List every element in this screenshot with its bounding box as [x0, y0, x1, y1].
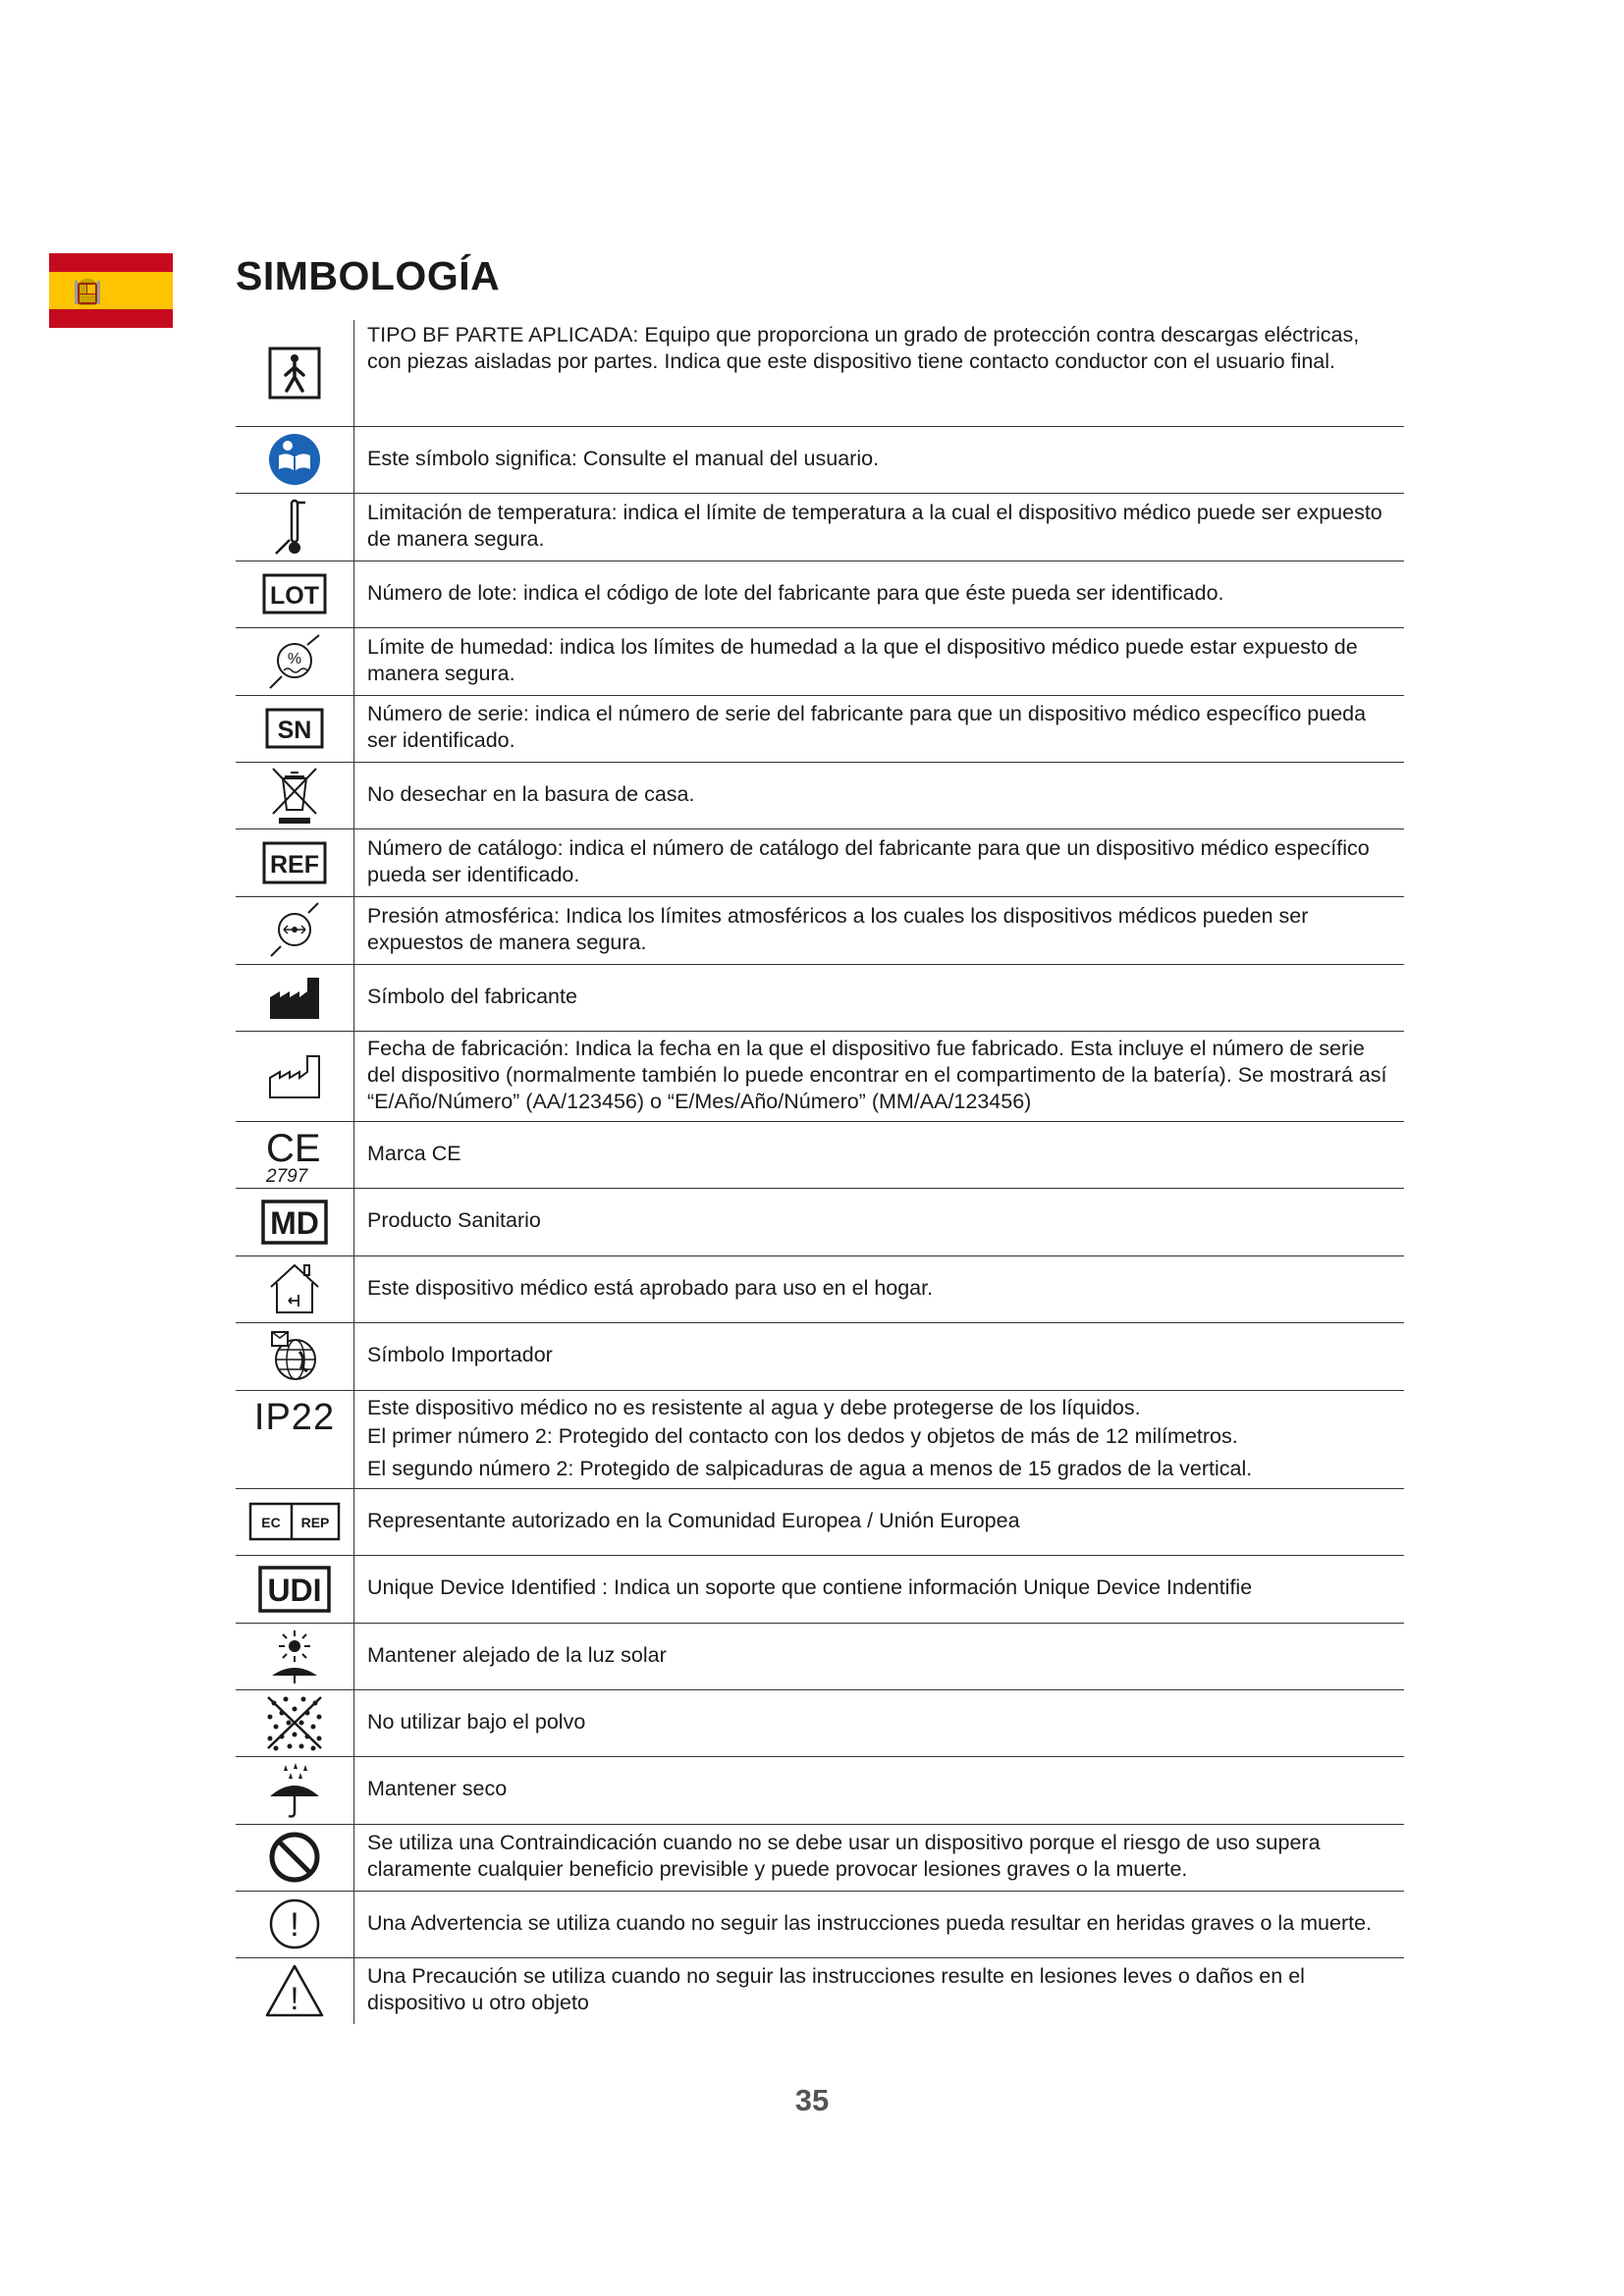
ce-mark-icon [262, 1124, 327, 1185]
page-title: SIMBOLOGÍA [236, 253, 501, 298]
description-line: Se utiliza una Contraindicación cuando no se debe usar un dispositivo porque el riesgo de uso supera claramente cualquier beneficio previsible y puede provocar lesiones graves o la muerte. [367, 1831, 1321, 1881]
contraindication-icon [267, 1830, 322, 1885]
description-line: Limitación de temperatura: indica el límite de temperatura a la cual el dispositivo médico puede ser expuesto de manera segura. [367, 500, 1382, 551]
svg-text:UDI: UDI [267, 1572, 322, 1608]
description-line: El primer número 2: Protegido del contacto con los dedos y objetos de más de 12 milímetros. [367, 1423, 1238, 1448]
symbol-row [236, 1031, 1404, 1121]
svg-text:REF: REF [270, 850, 319, 879]
ec-rep-icon [248, 1502, 341, 1541]
symbol-description [354, 561, 1405, 627]
symbol-description [354, 1824, 1405, 1891]
symbol-description [354, 426, 1405, 493]
symbol-cell [236, 1623, 354, 1689]
description-line: Producto Sanitario [367, 1208, 541, 1232]
symbol-cell [236, 1390, 354, 1488]
symbol-row [236, 762, 1404, 828]
keep-dry-icon [266, 1761, 323, 1820]
symbol-description [354, 964, 1405, 1031]
symbols-table [236, 320, 1404, 2024]
symbol-row [236, 1756, 1404, 1824]
symbol-row [236, 426, 1404, 493]
symbol-description [354, 1488, 1405, 1555]
description-line: Fecha de fabricación: Indica la fecha en la que el dispositivo fue fabricado. Esta incluye el número de serie del dispositivo (normalmente también lo puede encontrar en el compartimento de la batería). Se mostrará así “E/Año/Número” (AA/123456) o “E/Mes/Año/Número” (MM/AA/123456) [367, 1036, 1387, 1113]
lot-icon [262, 573, 327, 614]
description-line: TIPO BF PARTE APLICADA: Equipo que proporciona un grado de protección contra descargas eléctricas, con piezas aisladas por partes. Indica que este dispositivo tiene contacto conductor con el usuario final. [367, 323, 1360, 373]
symbol-row [236, 1121, 1404, 1188]
caution-triangle-icon [264, 1963, 325, 2018]
crossed-bin-icon [269, 765, 320, 826]
symbol-cell [236, 1689, 354, 1756]
symbol-description [354, 695, 1405, 762]
symbol-cell [236, 1121, 354, 1188]
symbol-row [236, 1322, 1404, 1390]
symbol-description [354, 1255, 1405, 1322]
symbol-row [236, 1255, 1404, 1322]
symbol-row [236, 1623, 1404, 1689]
ip-rating-icon: IP22 [253, 1396, 336, 1438]
symbol-row [236, 1689, 1404, 1756]
ref-icon [262, 841, 327, 884]
manufacture-date-icon [268, 1052, 321, 1099]
pressure-icon [265, 901, 324, 960]
svg-text:2797: 2797 [266, 1166, 308, 1185]
symbol-cell [236, 1488, 354, 1555]
description-line: Representante autorizado en la Comunidad Europea / Unión Europea [367, 1508, 1020, 1532]
svg-text:REP: REP [300, 1515, 330, 1530]
symbol-cell [236, 1188, 354, 1255]
symbol-description [354, 1957, 1405, 2024]
description-line: Límite de humedad: indica los límites de humedad a la que el dispositivo médico puede estar expuesto de manera segura. [367, 634, 1358, 685]
symbol-row [236, 320, 1404, 426]
description-line: Unique Device Identified : Indica un soporte que contiene información Unique Device Indentifie [367, 1575, 1253, 1599]
symbol-row [236, 828, 1404, 896]
symbol-cell [236, 1322, 354, 1390]
svg-text:LOT: LOT [270, 582, 319, 610]
symbol-description [354, 1756, 1405, 1824]
no-dust-icon [264, 1693, 325, 1752]
symbol-description [354, 828, 1405, 896]
spain-flag-icon [49, 253, 173, 328]
symbol-description [354, 1689, 1405, 1756]
description-line: Presión atmosférica: Indica los límites atmosféricos a los cuales los dispositivos médicos pueden ser expuestos de manera segura. [367, 903, 1309, 954]
symbol-cell [236, 627, 354, 695]
page-number: 35 [794, 2083, 830, 2117]
keep-away-sunlight-icon [264, 1627, 325, 1685]
description-line: No desechar en la basura de casa. [367, 781, 695, 806]
description-line: Este símbolo significa: Consulte el manual del usuario. [367, 446, 880, 470]
symbol-cell [236, 762, 354, 828]
symbol-row [236, 1957, 1404, 2024]
symbol-description [354, 1390, 1405, 1488]
symbol-row [236, 1824, 1404, 1891]
description-line: Una Precaución se utiliza cuando no seguir las instrucciones resulte en lesiones leves o daños en el dispositivo u otro objeto [367, 1964, 1305, 2015]
symbol-description [354, 762, 1405, 828]
svg-text:EC: EC [261, 1515, 281, 1530]
symbol-cell [236, 1555, 354, 1623]
symbol-cell [236, 896, 354, 964]
bf-applied-part-icon [267, 346, 322, 400]
svg-text:MD: MD [270, 1204, 319, 1241]
symbol-description [354, 1891, 1405, 1957]
svg-text:!: ! [290, 1981, 299, 2017]
symbol-cell [236, 1031, 354, 1121]
symbol-row [236, 493, 1404, 561]
description-line: Número de serie: indica el número de serie del fabricante para que un dispositivo médico específico pueda ser identificado. [367, 702, 1367, 752]
description-line: Mantener seco [367, 1777, 508, 1800]
symbol-description [354, 493, 1405, 561]
description-line: Este dispositivo médico no es resistente al agua y debe protegerse de los líquidos. [367, 1395, 1141, 1419]
symbol-cell [236, 320, 354, 426]
symbol-cell [236, 964, 354, 1031]
description-line: Mantener alejado de la luz solar [367, 1642, 667, 1667]
description-line: Símbolo Importador [367, 1343, 553, 1366]
symbol-row [236, 1390, 1404, 1488]
symbol-cell [236, 1957, 354, 2024]
symbol-row [236, 964, 1404, 1031]
symbol-description [354, 896, 1405, 964]
symbol-description [354, 1188, 1405, 1255]
humidity-icon [264, 631, 325, 692]
manufacturer-icon [268, 974, 321, 1021]
symbol-cell [236, 1255, 354, 1322]
description-line: Una Advertencia se utiliza cuando no seguir las instrucciones pueda resultar en heridas graves o la muerte. [367, 1910, 1373, 1935]
symbol-cell [236, 695, 354, 762]
symbol-row [236, 896, 1404, 964]
symbol-cell [236, 1824, 354, 1891]
symbol-row [236, 1891, 1404, 1957]
description-line: Símbolo del fabricante [367, 984, 577, 1008]
svg-text:%: % [287, 650, 302, 667]
symbol-description [354, 320, 1405, 426]
md-icon [261, 1200, 328, 1245]
serial-number-icon [265, 708, 324, 749]
symbol-cell [236, 561, 354, 627]
symbol-cell [236, 493, 354, 561]
symbol-description [354, 1555, 1405, 1623]
description-line: Marca CE [367, 1141, 461, 1165]
svg-text:CE: CE [266, 1127, 321, 1170]
description-line: El segundo número 2: Protegido de salpicaduras de agua a menos de 15 grados de la vertical. [367, 1456, 1253, 1480]
symbol-description [354, 1031, 1405, 1121]
thermometer-icon [270, 497, 319, 558]
home-use-icon [265, 1259, 324, 1318]
symbol-cell [236, 1756, 354, 1824]
symbol-description [354, 1322, 1405, 1390]
importer-icon [266, 1328, 323, 1385]
symbol-cell [236, 426, 354, 493]
description-line: No utilizar bajo el polvo [367, 1709, 586, 1734]
symbol-row [236, 627, 1404, 695]
description-line: Este dispositivo médico está aprobado para uso en el hogar. [367, 1275, 934, 1300]
symbol-description [354, 1121, 1405, 1188]
warning-circle-icon [267, 1896, 322, 1951]
symbol-description [354, 627, 1405, 695]
symbol-row [236, 561, 1404, 627]
symbol-row [236, 1555, 1404, 1623]
symbol-description [354, 1623, 1405, 1689]
symbol-cell [236, 828, 354, 896]
symbol-row [236, 1488, 1404, 1555]
description-line: Número de catálogo: indica el número de catálogo del fabricante para que un dispositivo médico específico pueda ser identificado. [367, 835, 1370, 886]
symbol-row [236, 1188, 1404, 1255]
symbol-cell [236, 1891, 354, 1957]
description-line: Número de lote: indica el código de lote del fabricante para que éste pueda ser identificado. [367, 580, 1224, 605]
user-manual-icon [267, 432, 322, 487]
svg-text:!: ! [290, 1906, 299, 1944]
symbol-row [236, 695, 1404, 762]
udi-icon [258, 1566, 331, 1613]
svg-text:SN: SN [277, 717, 312, 744]
